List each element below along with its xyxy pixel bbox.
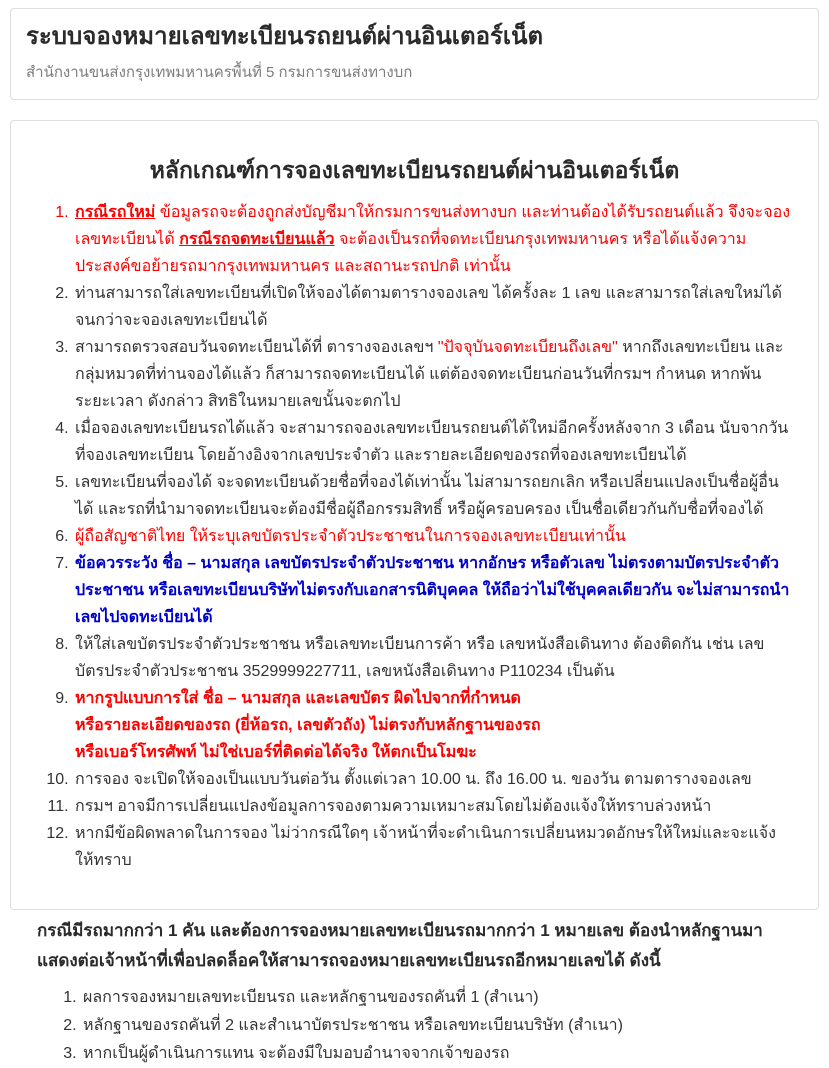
rule-item-10: 10. การจอง จะเปิดให้จองเป็นแบบวันต่อวัน ตั้งแต่เวลา 10.00 น. ถึง 16.00 น. ของวัน ตามตารางจองเลข bbox=[73, 766, 792, 793]
rules-list bbox=[37, 199, 792, 874]
rule-item-2: 2. ท่านสามารถใส่เลขทะเบียนที่เปิดให้จองได้ตามตารางจองเลข ได้ครั้งละ 1 เลข และสามารถใส่เลขใหม่ได้จนกว่าจะจองเลขทะเบียนได้ bbox=[73, 280, 792, 334]
page-title: ระบบจองหมายเลขทะเบียนรถยนต์ผ่านอินเตอร์เน็ต bbox=[26, 23, 544, 50]
rule-item-9 bbox=[73, 685, 792, 766]
page-header-panel bbox=[10, 8, 819, 100]
multi-car-steps-list bbox=[37, 984, 792, 1068]
multi-car-note: กรณีมีรถมากกว่า 1 คัน และต้องการจองหมายเลขทะเบียนรถมากกว่า 1 หมายเลข ต้องนำหลักฐานมาแสดงต่อเจ้าหน้าที่เพื่อปลดล็อคให้สามารถจองหมายเลขทะเบียนรถอีกหมายเลขได้ ดังนี้ bbox=[37, 921, 763, 970]
rule-9-line3: หรือเบอร์โทรศัพท์ ไม่ใช่เบอร์ที่ติดต่อได้จริง ให้ตกเป็นโมฆะ bbox=[75, 744, 477, 761]
multi-car-step-2: 2. หลักฐานของรถคันที่ 2 และสำเนาบัตรประชาชน หรือเลขทะเบียนบริษัท (สำเนา) bbox=[81, 1012, 792, 1040]
rule-item-11: 11. กรมฯ อาจมีการเปลี่ยนแปลงข้อมูลการจองตามความเหมาะสมโดยไม่ต้องแจ้งให้ทราบล่วงหน้า bbox=[73, 793, 792, 820]
registered-car-case-label: กรณีรถจดทะเบียนแล้ว bbox=[179, 231, 335, 248]
rule-3-before: สามารถตรวจสอบวันจดทะเบียนได้ที่ ตารางจองเลขฯ bbox=[75, 339, 434, 356]
rule-6-text: ผู้ถือสัญชาติไทย ให้ระบุเลขบัตรประจำตัวประชาชนในการจองเลขทะเบียนเท่านั้น bbox=[75, 528, 626, 545]
rule-9-line1: หากรูปแบบการใส่ ชื่อ – นามสกุล และเลขบัตร ผิดไปจากที่กำหนด bbox=[75, 690, 521, 707]
rules-panel bbox=[10, 120, 819, 1062]
rule-item-5: 5. เลขทะเบียนที่จองได้ จะจดทะเบียนด้วยชื่อที่จองได้เท่านั้น ไม่สามารถยกเลิก หรือเปลี่ยนแปลงเป็นชื่อผู้อื่นได้ และรถที่นำมาจดทะเบียนจะต้องมีชื่อผู้ถือกรรมสิทธิ์ หรือผู้ครอบครอง เป็นชื่อเดียวกันกับชื่อที่จองได้ bbox=[73, 469, 792, 523]
rule-item-1 bbox=[73, 199, 792, 280]
new-car-case-text: ข้อมูลรถจะต้องถูกส่งบัญชีมาให้กรมการขนส่งทางบก และท่านต้องได้รับรถยนต์แล้ว จึงจะจองเลขทะเบียนได้ bbox=[75, 204, 791, 248]
multi-car-step-1: 1. ผลการจองหมายเลขทะเบียนรถ และหลักฐานของรถคันที่ 1 (สำเนา) bbox=[81, 984, 792, 1012]
rule-item-3 bbox=[73, 334, 792, 415]
registered-car-case-text: จะต้องเป็นรถที่จดทะเบียนกรุงเทพมหานคร หรือได้แจ้งความประสงค์ขอย้ายรถมากรุงเทพมหานคร และสถานะรถปกติ เท่านั้น bbox=[75, 231, 747, 275]
rules-heading: หลักเกณฑ์การจองเลขทะเบียนรถยนต์ผ่านอินเตอร์เน็ต bbox=[149, 157, 680, 183]
rule-item-7 bbox=[73, 550, 792, 631]
new-car-case-label: กรณีรถใหม่ bbox=[75, 204, 156, 221]
rule-3-highlight: "ปัจจุบันจดทะเบียนถึงเลข" bbox=[437, 339, 618, 356]
rule-3-after: หากถึงเลขทะเบียน และกลุ่มหมวดที่ท่านจองได้แล้ว ก็สามารถจดทะเบียนได้ แต่ต้องจดทะเบียนก่อนวันที่กรมฯ กำหนด หากพ้นระยะเวลา ดังกล่าว สิทธิในหมายเลขนั้นจะตกไป bbox=[75, 339, 784, 410]
page-subtitle: สำนักงานขนส่งกรุงเทพมหานครพื้นที่ 5 กรมการขนส่งทางบก bbox=[26, 64, 413, 81]
rule-item-6 bbox=[73, 523, 792, 550]
rule-item-4: 4. เมื่อจองเลขทะเบียนรถได้แล้ว จะสามารถจองเลขทะเบียนรถยนต์ได้ใหม่อีกครั้งหลังจาก 3 เดือน นับจากวันที่จองเลขทะเบียน โดยอ้างอิงจากเลขประจำตัว และรายละเอียดของรถที่จองเลขทะเบียนได้ bbox=[73, 415, 792, 469]
rule-item-8: 8. ให้ใส่เลขบัตรประจำตัวประชาชน หรือเลขทะเบียนการค้า หรือ เลขหนังสือเดินทาง ต้องติดกัน เช่น เลขบัตรประจำตัวประชาชน 3529999227711, เลขหนังสือเดินทาง P110234 เป็นต้น bbox=[73, 631, 792, 685]
multi-car-step-3: 3. หากเป็นผู้ดำเนินการแทน จะต้องมีใบมอบอำนาจจากเจ้าของรถ bbox=[81, 1040, 792, 1068]
rule-9-line2: หรือรายละเอียดของรถ (ยี่ห้อรถ, เลขตัวถัง) ไม่ตรงกับหลักฐานของรถ bbox=[75, 717, 541, 734]
rule-item-12: 12. หากมีข้อผิดพลาดในการจอง ไม่ว่ากรณีใดๆ เจ้าหน้าที่จะดำเนินการเปลี่ยนหมวดอักษรให้ใหม่และจะแจ้งให้ทราบ bbox=[73, 820, 792, 874]
rule-7-warning-text: ข้อควรระวัง ชื่อ – นามสกุล เลขบัตรประจำตัวประชาชน หากอักษร หรือตัวเลข ไม่ตรงตามบัตรประจำตัวประชาชน หรือเลขทะเบียนบริษัทไม่ตรงกับเอกสารนิติบุคคล ให้ถือว่าไม่ใช้บุคคลเดียวกัน จะไม่สามารถนำเลขไปจดทะเบียนได้ bbox=[75, 555, 790, 626]
